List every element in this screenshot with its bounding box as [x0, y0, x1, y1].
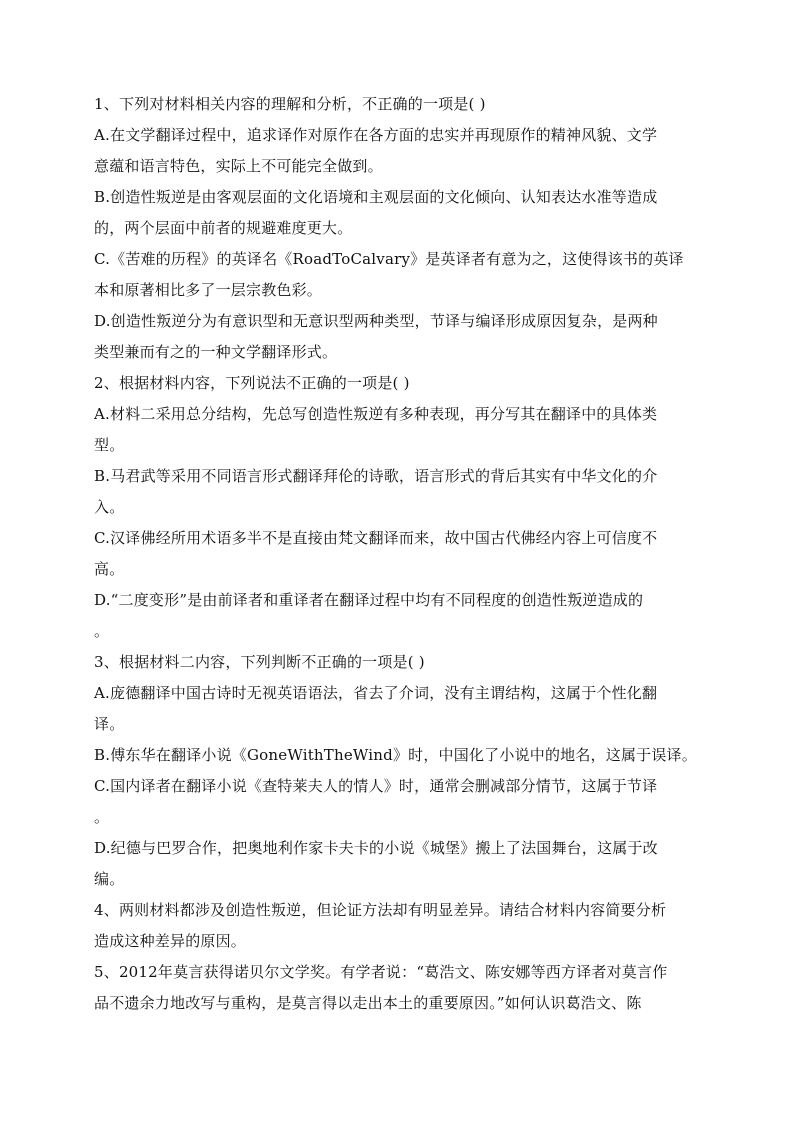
text-line: D.纪德与巴罗合作，把奥地利作家卡夫卡的小说《城堡》搬上了法国舞台，这属于改 [94, 839, 658, 857]
text-line: A.庞德翻译中国古诗时无视英语语法，省去了介词，没有主谓结构，这属于个性化翻 [94, 684, 658, 702]
text-line: D.“二度变形”是由前译者和重译者在翻译过程中均有不同程度的创造性叛逆造成的 [94, 591, 644, 609]
text-line: C.汉译佛经所用术语多半不是直接由梵文翻译而来，故中国古代佛经内容上可信度不 [94, 529, 658, 547]
text-line: 本和原著相比多了一层宗教色彩。 [94, 281, 323, 299]
text-line: 。 [94, 808, 110, 826]
text-line: 1、下列对材料相关内容的理解和分析，不正确的一项是( ) [94, 95, 486, 113]
text-line: B.马君武等采用不同语言形式翻译拜伦的诗歌，语言形式的背后其实有中华文化的介 [94, 467, 658, 485]
text-line: 3、根据材料二内容，下列判断不正确的一项是( ) [94, 653, 425, 671]
text-line: 高。 [94, 560, 125, 578]
text-line: B.傅东华在翻译小说《GoneWithTheWind》时，中国化了小说中的地名，这属于误译。 [94, 746, 697, 764]
text-line: 意蕴和语言特色，实际上不可能完全做到。 [94, 157, 383, 175]
document-body [94, 92, 704, 1022]
text-line: C.《苦难的历程》的英译名《RoadToCalvary》是英译者有意为之，这使得该书的英译 [94, 250, 684, 268]
text-line: 编。 [94, 870, 125, 888]
text-line: 4、两则材料都涉及创造性叛逆，但论证方法却有明显差异。请结合材料内容简要分析 [94, 901, 667, 919]
text-line: 入。 [94, 498, 125, 516]
text-line: 2、根据材料内容，下列说法不正确的一项是( ) [94, 374, 410, 392]
text-line: 品不遗余力地改写与重构，是莫言得以走出本土的重要原因。”如何认识葛浩文、陈 [94, 994, 642, 1012]
text-line: 。 [94, 622, 110, 640]
text-line: 型。 [94, 436, 125, 454]
text-line: B.创造性叛逆是由客观层面的文化语境和主观层面的文化倾向、认知表达水准等造成 [94, 188, 658, 206]
text-line: A.材料二采用总分结构，先总写创造性叛逆有多种表现，再分写其在翻译中的具体类 [94, 405, 658, 423]
text-line: C.国内译者在翻译小说《查特莱夫人的情人》时，通常会删减部分情节，这属于节译 [94, 777, 658, 795]
text-line: 5、2012年莫言获得诺贝尔文学奖。有学者说：“葛浩文、陈安娜等西方译者对莫言作 [94, 963, 668, 981]
text-line: 译。 [94, 715, 125, 733]
text-line: 造成这种差异的原因。 [94, 932, 247, 950]
text-line: 类型兼而有之的一种文学翻译形式。 [94, 343, 338, 361]
text-line: D.创造性叛逆分为有意识型和无意识型两种类型，节译与编译形成原因复杂，是两种 [94, 312, 658, 330]
text-line: A.在文学翻译过程中，追求译作对原作在各方面的忠实并再现原作的精神风貌、文学 [94, 126, 658, 144]
text-line: 的，两个层面中前者的规避难度更大。 [94, 219, 353, 237]
